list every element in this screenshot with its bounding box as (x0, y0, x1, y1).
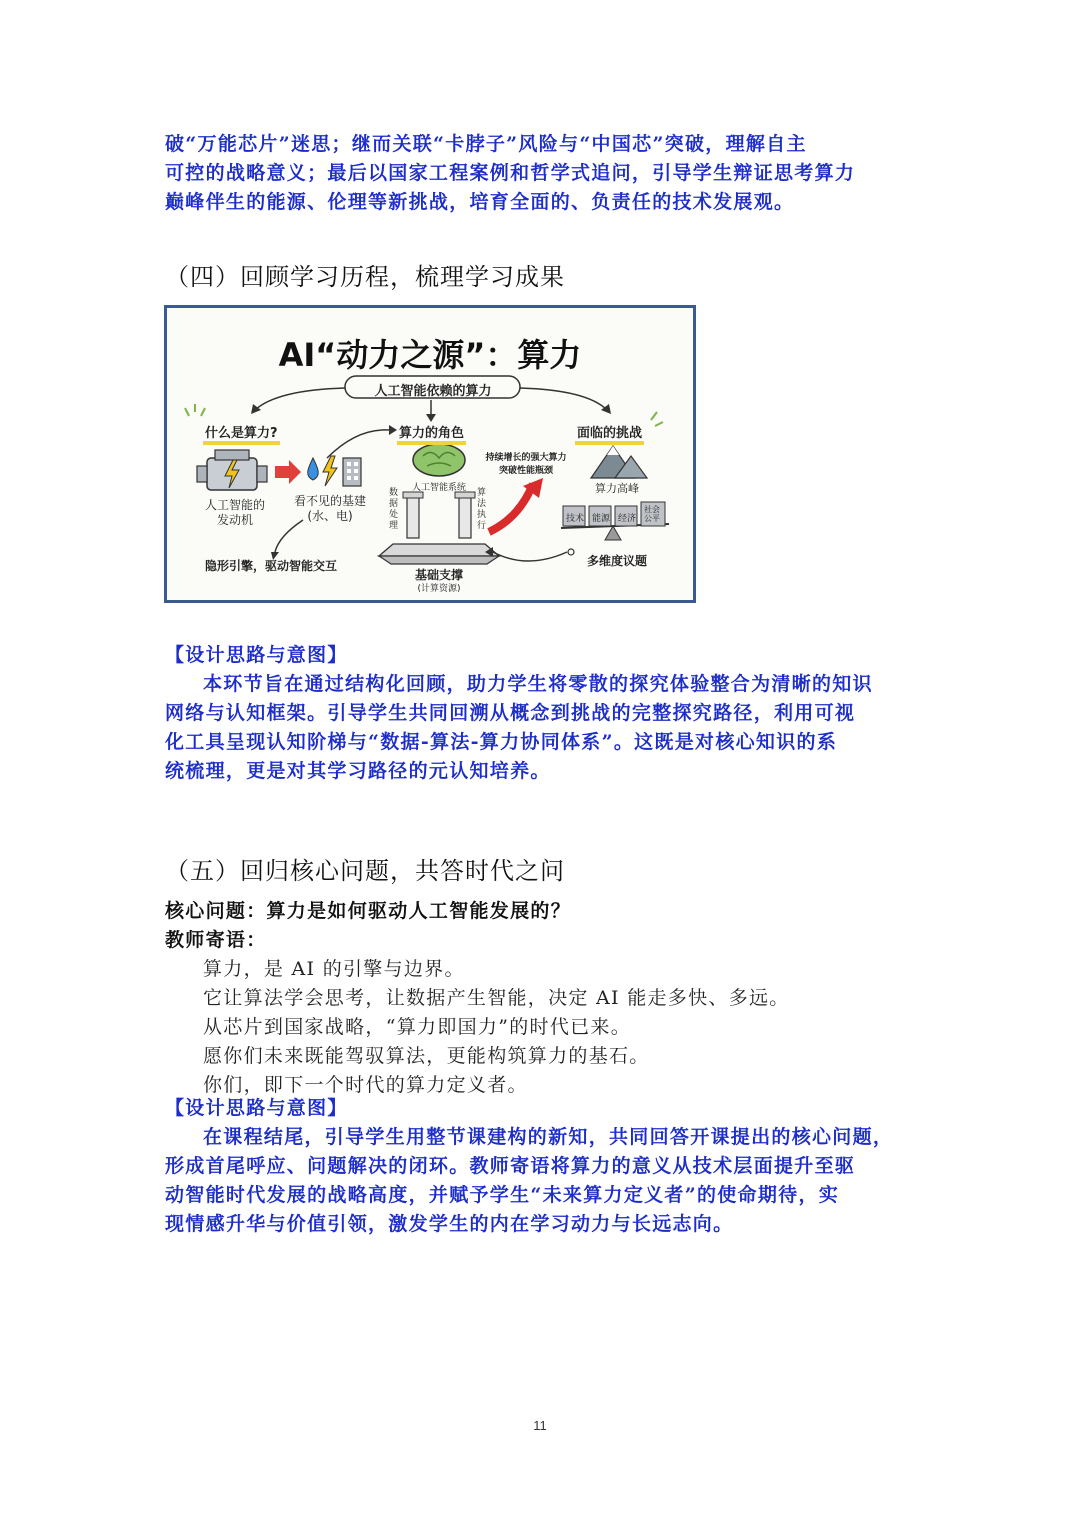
design-line: 在课程结尾，引导学生用整节课建构的新知，共同回答开课提出的核心问题， (203, 1126, 894, 1148)
section5-body (165, 897, 925, 1100)
red-arrow-icon (275, 460, 301, 484)
infra-label-2: (水、电) (307, 509, 353, 523)
growth-label-1: 持续增长的强大算力 (485, 453, 567, 463)
support-label-1: 基础支撑 (414, 568, 463, 582)
arrow-hidden-engine (275, 520, 303, 552)
peak-label: 算力高峰 (595, 482, 639, 495)
design-line: 网络与认知框架。引导学生共同回溯从概念到挑战的完整探究路径，利用可视 (165, 702, 856, 724)
multi-issue-label: 多维度议题 (587, 554, 648, 568)
arrow-right (520, 388, 607, 410)
figure-subtitle: 人工智能依赖的算力 (374, 384, 492, 399)
growth-label-2: 突破性能瓶颈 (498, 466, 553, 476)
teacher-line: 愿你们未来既能驾驭算法，更能构筑算力的基石。 (203, 1045, 650, 1067)
page-number: 11 (533, 1418, 547, 1433)
infra-label-1: 看不见的基建 (293, 494, 366, 508)
arrow-left (255, 388, 345, 410)
design-line: 本环节旨在通过结构化回顾，助力学生将零散的探究体验整合为清晰的知识 (203, 673, 873, 695)
mountain-icon (591, 446, 647, 478)
engine-label-1: 人工智能的 (204, 498, 265, 512)
intro-paragraph (165, 130, 925, 217)
intro-line: 破“万能芯片”迷思；继而关联“卡脖子”风险与“中国芯”突破，理解自主 (165, 133, 807, 155)
design-line: 形成首尾呼应、问题解决的闭环。教师寄语将算力的意义从技术层面提升至驱 (165, 1155, 856, 1177)
engine-icon (197, 450, 267, 490)
data-process-label: 数据处理 (389, 488, 399, 531)
intro-line: 巅峰伴生的能源、伦理等新挑战，培育全面的、负责任的技术发展观。 (165, 191, 795, 213)
building-icon (343, 458, 361, 486)
section5-design (165, 1094, 925, 1239)
weight-label: 技术 (566, 514, 585, 524)
teacher-line: 你们，即下一个时代的算力定义者。 (203, 1074, 528, 1096)
design-label: 【设计思路与意图】 (165, 644, 348, 666)
engine-label-2: 发动机 (216, 513, 253, 527)
design-line: 化工具呈现认知阶梯与“数据-算法-算力协同体系”。这既是对核心知识的系 (165, 731, 838, 753)
section4-design (165, 641, 925, 786)
arrow-issues (493, 552, 567, 561)
pillar-icon (403, 492, 475, 538)
brain-icon (413, 444, 465, 476)
col3-header: 面临的挑战 (575, 422, 644, 441)
lightning-icon (323, 456, 337, 486)
hidden-engine-label: 隐形引擎，驱动智能交互 (205, 559, 338, 573)
col2-header: 算力的角色 (397, 422, 466, 441)
water-drop-icon (308, 458, 319, 480)
ai-system-label: 人工智能系统 (411, 483, 466, 493)
growth-arrow-icon (489, 484, 533, 532)
base-platform-icon (379, 544, 499, 556)
concept-map-figure (164, 305, 696, 603)
weight-label: 经济 (618, 514, 637, 524)
teacher-line: 从芯片到国家战略，“算力即国力”的时代已来。 (203, 1016, 632, 1038)
teacher-line: 它让算法学会思考，让数据产生智能，决定 AI 能走多快、多远。 (203, 987, 790, 1009)
weight-label: 能源 (592, 514, 611, 524)
figure-title: AI“动力之源”：算力 (278, 336, 582, 374)
design-line: 动智能时代发展的战略高度，并赋予学生“未来算力定义者”的使命期待，实 (165, 1184, 840, 1206)
algo-exec-label: 算法执行 (477, 488, 487, 531)
teacher-label: 教师寄语： (165, 929, 267, 951)
weight-label: 社会公平 (644, 505, 660, 523)
design-line: 现情感升华与价值引领，激发学生的内在学习动力与长远志向。 (165, 1213, 734, 1235)
intro-line: 可控的战略意义；最后以国家工程案例和哲学式追问，引导学生辩证思考算力 (165, 162, 856, 184)
col1-header: 什么是算力? (203, 422, 280, 441)
section4-heading: （四）回顾学习历程，梳理学习成果 (165, 263, 565, 291)
teacher-line: 算力，是 AI 的引擎与边界。 (203, 958, 465, 980)
core-question: 核心问题：算力是如何驱动人工智能发展的？ (165, 900, 572, 922)
design-label: 【设计思路与意图】 (165, 1097, 348, 1119)
arrow-to-role (327, 430, 389, 458)
support-label-2: (计算资源) (417, 584, 461, 594)
design-line: 统梳理，更是对其学习路径的元认知培养。 (165, 760, 551, 782)
section5-heading: （五）回归核心问题，共答时代之问 (165, 857, 565, 885)
